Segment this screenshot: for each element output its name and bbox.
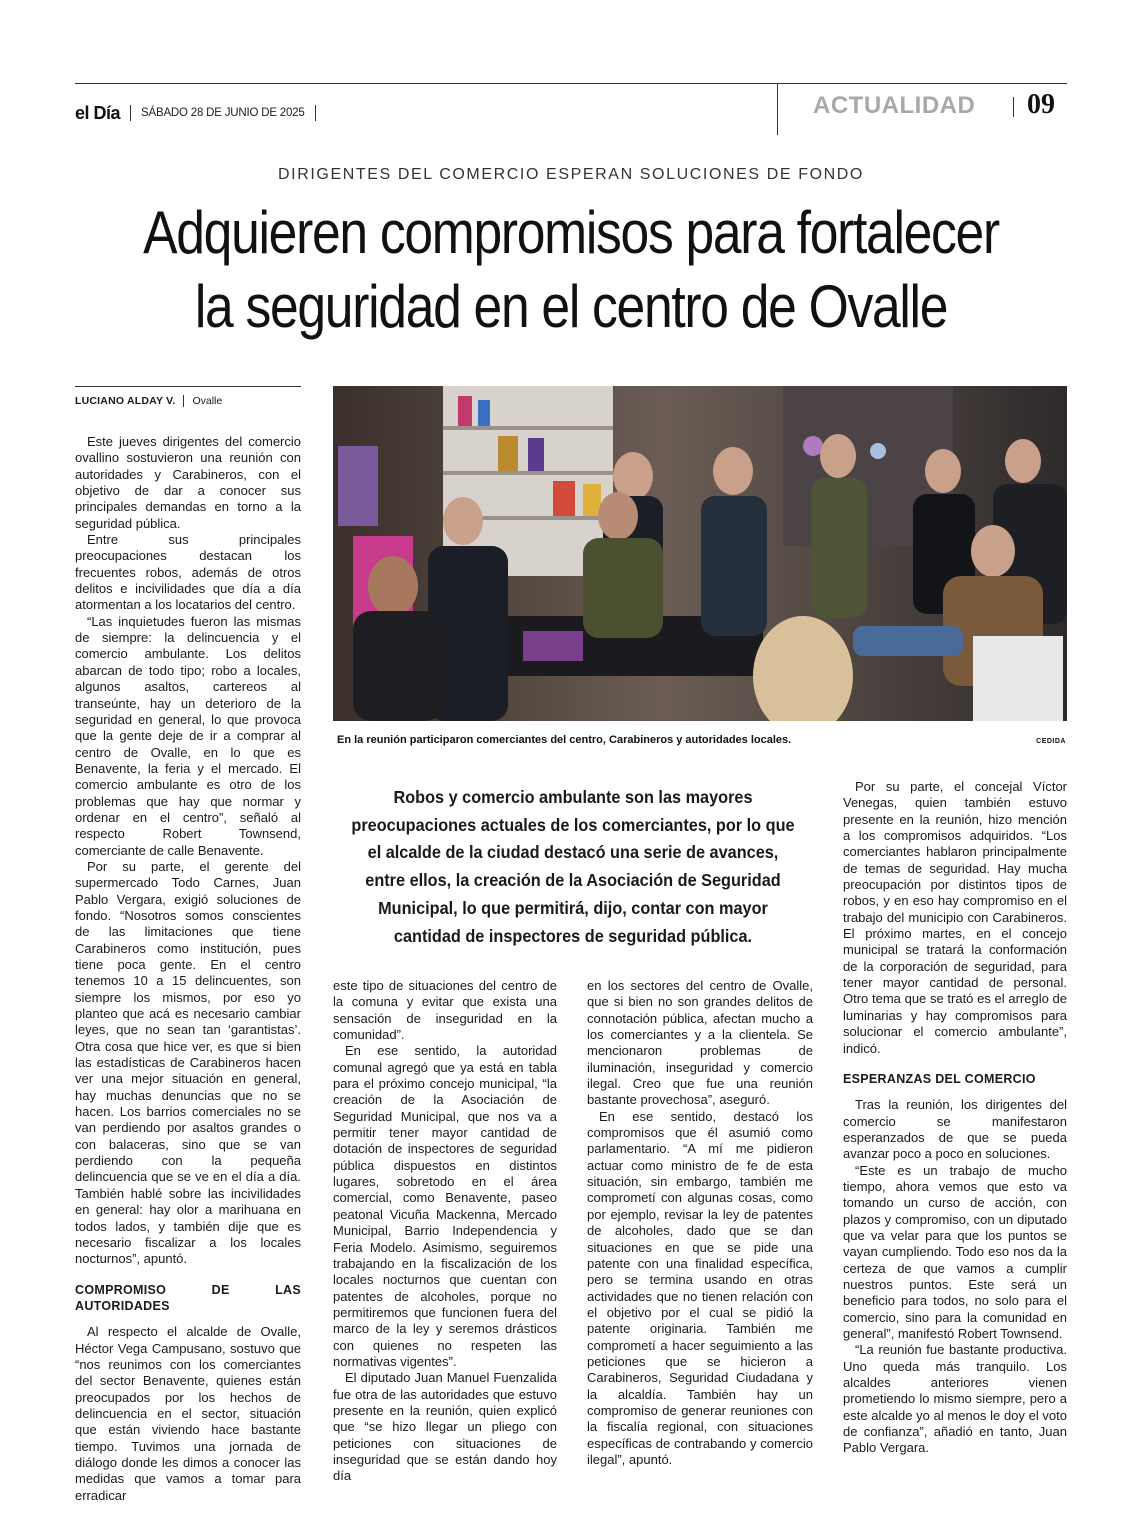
header-top-rule [75, 83, 1067, 84]
page-header [75, 98, 316, 128]
photo-credit: CEDIDA [1036, 738, 1066, 745]
header-divider [1013, 97, 1014, 117]
paragraph: Por su parte, el gerente del supermercado Todo Carnes, Juan Pablo Vergara, exigió soluciones de fondo. “Nosotros somos conscientes de las limitaciones que tiene Carabineros como institución, pues tiene poca gente. En el centro tenemos 10 a 15 delincuentes, son siempre los mismos, por eso yo planteo que acá es necesario cambiar leyes, que no sean tan ‘garantistas’. Otra cosa que hice ver, es que si bien las estadísticas de Carabineros hacen ver una mejor situación en general, hay muchas denuncias que no se hacen. Los barrios comerciales no se van perdiendo por asaltos grandes o con balaceras, sino que se van perdiendo con la pequeña delincuencia que se ve en el día a día. También hablé sobre las incivilidades en general: hay olor a marihuana en todos lados, y también dije que es necesario fiscalizar a los locales nocturnos”, apuntó. [75, 858, 301, 1267]
paragraph: Tras la reunión, los dirigentes del comercio se manifestaron esperanzados de que se pueda avanzar poco a poco en soluciones. [843, 1097, 1067, 1162]
issue-date: SÁBADO 28 DE JUNIO DE 2025 [141, 107, 305, 119]
paragraph: En ese sentido, la autoridad comunal agregó que ya está en tabla para el próximo concejo municipal, “la creación de la Asociación de Seguridad Municipal, que nos va a permitir tener mayor cantidad de dotación de inspectores de seguridad pública dispuestos en distintos lugares, sobretodo en el área comercial, como Benavente, paseo peatonal Vicuña Mackenna, Mercado Municipal, Barrio Independencia y Feria Modelo. Asimismo, seguiremos trabajando en la fiscalización de los locales nocturnos que cuentan con patentes de alcoholes, porque no permitiremos que funcionen fuera del marco de la ley y seremos drásticos con quienes no respeten las normativas vigentes”. [333, 1043, 557, 1369]
page-number: 09 [1027, 89, 1055, 120]
article-kicker: DIRIGENTES DEL COMERCIO ESPERAN SOLUCIONES DE FONDO [278, 166, 864, 183]
article-photo [333, 386, 1067, 721]
newspaper-logo: el Día [75, 102, 121, 123]
section-name: ACTUALIDAD [813, 92, 976, 119]
paragraph: en los sectores del centro de Ovalle, que si bien no son grandes delitos de connotación pública, afectan mucho a los comerciantes y a la clientela. Se mencionaron problemas de iluminación, inseguridad y comercio ilegal. Creo que fue una reunión bastante provechosa”, aseguró. [587, 978, 813, 1108]
header-vertical-rule [777, 84, 778, 135]
paragraph: El diputado Juan Manuel Fuenzalida fue otra de las autoridades que estuvo presente en la reunión, quien explicó que “se hizo llegar un pliego con peticiones con situaciones de inseguridad que se están dando hoy día [333, 1370, 557, 1484]
headline-line-1: Adquieren compromisos para fortalecer [143, 199, 999, 266]
paragraph: Este jueves dirigentes del comercio ovallino sostuvieron una reunión con autoridades y Carabineros, con el objetivo de dar a conocer sus principales demandas en torno a la seguridad pública. [75, 434, 301, 531]
byline-divider [183, 395, 184, 407]
paragraph: Entre sus principales preocupaciones destacan los frecuentes robos, además de otros delitos e incivilidades que día a día atormentan a los locatarios del centro. [75, 532, 301, 613]
paragraph: “Este es un trabajo de mucho tiempo, ahora vemos que esto va tomando un curso de acción, con plazos y compromiso, con un diputado que va velar para que los puntos se vayan cumpliendo. Todo eso nos da la certeza de que vamos a cumplir nuestros puntos. Este será un beneficio para todos, no solo para el comercio, sino para la comunidad en general”, manifestó Robert Townsend. [843, 1162, 1067, 1341]
pull-quote: Robos y comercio ambulante son las mayores preocupaciones actuales de los comerciantes, por lo que el alcalde de la ciudad destacó una serie de avances, entre ellos, la creación de la Asociación de Seguridad Municipal, lo que permitirá, dijo, contar con mayor cantidad de inspectores de seguridad pública. [351, 787, 795, 946]
author-name: LUCIANO ALDAY V. [75, 394, 176, 407]
paragraph: Por su parte, el concejal Víctor Venegas, quien también estuvo presente en la reunión, hizo mención a los compromisos adquiridos. “Los comerciantes hablaron principalmente de temas de seguridad. Hay mucha preocupación por distintos tipos de robos, y en eso hay compromiso en el trabajo del municipio con Carabineros. El próximo martes, en el concejo municipal se tratará la conformación de la corporación de seguridad, para tener mayor cantidad de personal. Otro tema que se trató es el arreglo de luminarias y hay compromisos para solucionar el comercio ambulante”, indicó. [843, 779, 1067, 1056]
paragraph: este tipo de situaciones del centro de la comuna y evitar que exista una sensación de inseguridad en la comunidad”. [333, 978, 557, 1043]
dateline-city: Ovalle [192, 394, 223, 407]
text-column-2 [333, 978, 557, 1485]
text-column-3 [587, 978, 813, 1468]
header-divider [315, 105, 316, 121]
photo-caption: En la reunión participaron comerciantes del centro, Carabineros y autoridades locales. [337, 734, 792, 746]
text-column-1 [75, 434, 301, 1504]
headline-line-2: la seguridad en el centro de Ovalle [194, 273, 948, 340]
paragraph: “Las inquietudes fueron las mismas de siempre: la delincuencia y el comercio ambulante. Los delitos abarcan de todo tipo; robo a locales, algunos asaltos, cartereos al transeúnte, hay un deterioro de la seguridad en general, lo que provoca que la gente deje de ir a comprar al centro de Ovalle, en lo que es Benavente, la feria y el mercado. El comercio ambulante es otro de los problemas que hay que normar y ordenar en el centro”, señaló al respecto Robert Townsend, comerciante de calle Benavente. [75, 613, 301, 858]
paragraph: En ese sentido, destacó los compromisos que él asumió como parlamentario. “A mí me pidieron actuar como ministro de fe de esta situación, sin embargo, también me comprometí con algunas cosas, como por ejemplo, revisar la ley de patentes de alcoholes, dado que se dan situaciones en que se pide una patente con una finalidad específica, pero se termina usando en otras actividades que no tienen relación con el objetivo por el cual se pidió la patente originaria. También me comprometí a hacer seguimiento a las peticiones que se hicieron a Carabineros, Seguridad Ciudadana y la alcaldía. También hay un compromiso de generar reuniones con la fiscalía regional, con situaciones específicas de contrabando y comercio ilegal”, apuntó. [587, 1108, 813, 1467]
meeting-photo-illustration [333, 386, 1067, 721]
header-divider [130, 105, 131, 121]
subheading: COMPROMISO DE LAS AUTORIDADES [75, 1282, 301, 1313]
text-column-4 [843, 779, 1067, 1457]
byline [75, 386, 301, 410]
paragraph: Al respecto el alcalde de Ovalle, Héctor Vega Campusano, sostuvo que “nos reunimos con los comerciantes del sector Benavente, quienes están preocupados por los hechos de delincuencia en el sector, situación que están viviendo hace bastante tiempo. Tuvimos una jornada de diálogo donde les dimos a conocer las medidas que vamos a tomar para erradicar [75, 1324, 301, 1503]
subheading: ESPERANZAS DEL COMERCIO [843, 1071, 1036, 1086]
article-headline [114, 196, 1027, 344]
paragraph: “La reunión fue bastante productiva. Uno queda más tranquilo. Los alcaldes anteriores vienen prometiendo lo mismo siempre, pero a este alcalde yo al menos le doy el voto de confianza”, añadió en tanto, Juan Pablo Vergara. [843, 1342, 1067, 1456]
